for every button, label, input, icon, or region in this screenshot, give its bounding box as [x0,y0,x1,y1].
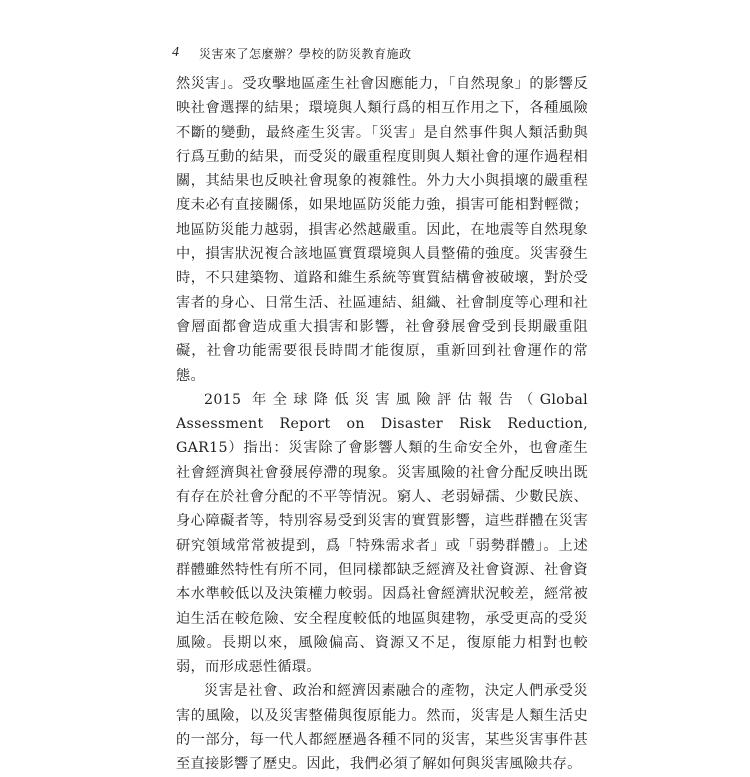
page-number: 4 [172,45,179,60]
paragraph-2: 2015 年全球降低災害風險評估報告（Global Assessment Report on Disaster Risk Reduction, GAR15）指出：災害除了會影響人類的生命安全外，也會產生社會經濟與社會發展停滯的現象。災害風險的社會分配反映出既有存在於社會分配的不平等情況。窮人、老弱婦孺、少數民族、身心障礙者等，特別容易受到災害的實質影響，這些群體在災害研究領域常常被提到，爲「特殊需求者」或「弱勢群體」。上述群體雖然特性有所不同，但同樣都缺乏經濟及社會資源、社會資本水準較低以及決策權力較弱。因爲社會經濟狀況較差，經常被迫生活在較危險、安全程度較低的地區與建物，承受更高的受災風險。長期以來，風險偏高、資源又不足，復原能力相對也較弱，而形成惡性循環。 [176,391,588,676]
paragraph-1: 然災害」。受攻擊地區產生社會因應能力，「自然現象」的影響反映社會選擇的結果；環境與人類行爲的相互作用之下，各種風險不斷的變動，最終產生災害。「災害」是自然事件與人類活動與行爲互動的結果，而受災的嚴重程度則與人類社會的運作過程相關，其結果也反映社會現象的複雜性。外力大小與損壞的嚴重程度未必有直接關係，如果地區防災能力強，損害可能相對輕微；地區防災能力越弱，損害必然越嚴重。因此，在地震等自然現象中，損害狀況複合該地區實質環境與人員整備的強度。災害發生時，不只建築物、道路和維生系統等實質結構會被破壞，對於受害者的身心、日常生活、社區連結、組織、社會制度等心理和社會層面都會造成重大損害和影響，社會發展會受到長期嚴重阻礙，社會功能需要很長時間才能復原，重新回到社會運作的常態。 [176,76,588,384]
chapter-title: 災害來了怎麼辦？學校的防災教育施政 [199,46,412,61]
running-header [172,43,412,63]
body-text [176,72,588,777]
paragraph-3: 災害是社會、政治和經濟因素融合的產物，決定人們承受災害的風險，以及災害整備與復原能力。然而，災害是人類生活史的一部分，每一代人都經歷過各種不同的災害，某些災害事件甚至直接影響了歷史。因此，我們必須了解如何與災害風險共存。 [176,683,588,773]
